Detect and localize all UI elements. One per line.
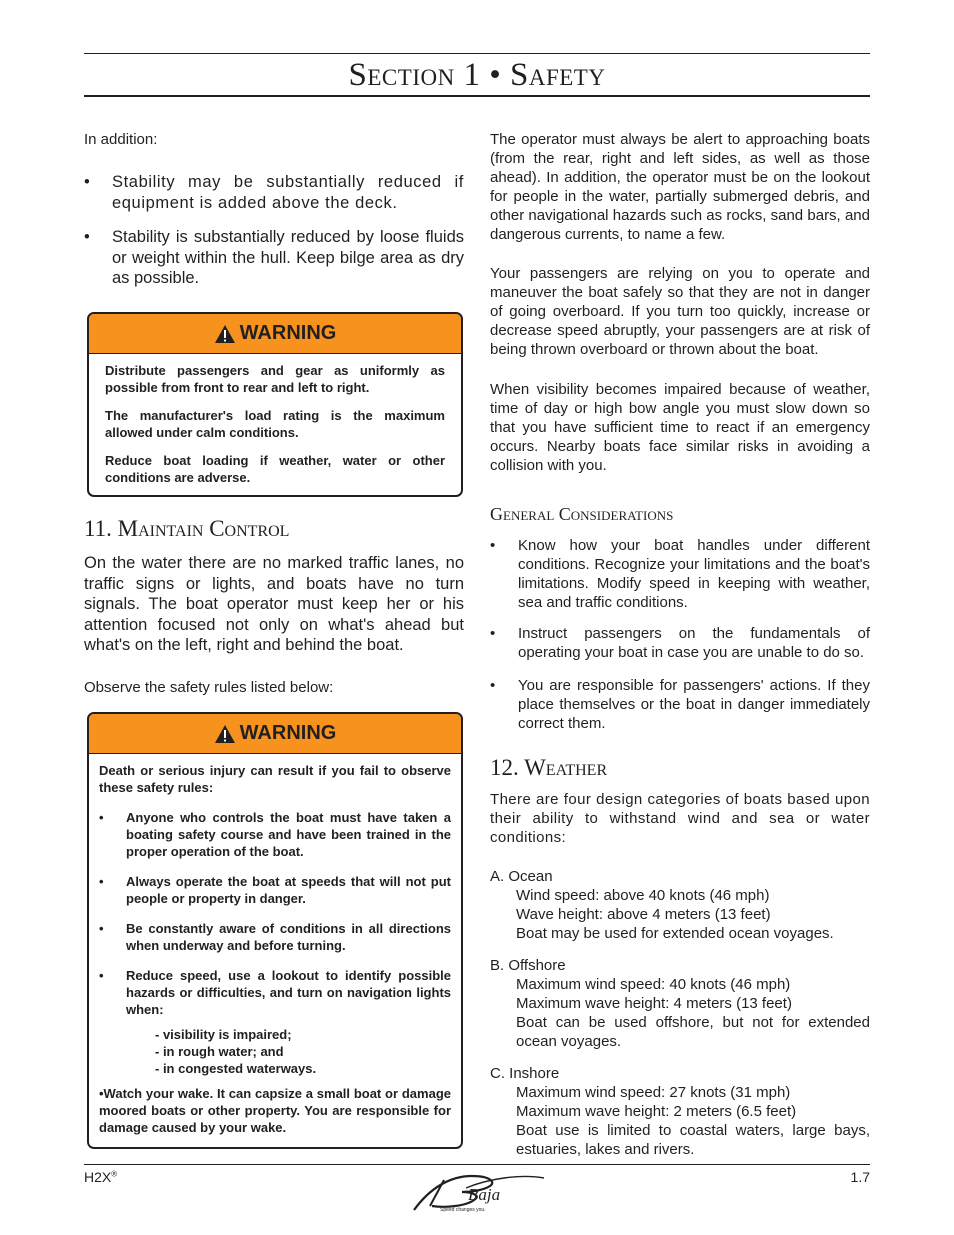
warning-sublist: - visibility is impaired; - in rough water; and - in congested waterways. (155, 1027, 317, 1076)
list-item: • You are responsible for passengers' actions. If they place themselves or the boat in danger immediately correct them. (490, 677, 870, 732)
warning-bullet: • Anyone who controls the boat must have taken a boating safety course and have been trained in the proper operation of the boat. (99, 810, 451, 859)
warning-box-load (87, 312, 463, 497)
warning-bullet: • Reduce speed, use a lookout to identify possible hazards or difficulties, and turn on navigation lights when: (99, 968, 451, 1017)
section-heading-12: 12. Weather (490, 755, 608, 780)
baja-logo (410, 1170, 550, 1214)
category-ocean: A. Ocean Wind speed: above 40 knots (46 mph) Wave height: above 4 meters (13 feet) Boat may be used for extended ocean voyages. (490, 868, 834, 942)
warning-label: WARNING (239, 722, 337, 744)
visibility-text: When visibility becomes impaired because of weather, time of day or high bow angle you must slow down so that you have sufficient time to react if an emergency occurs. Nearby boats face similar risks in avoiding a collision with you. (490, 381, 870, 474)
section-heading-11: 11. Maintain Control (84, 516, 290, 541)
warning-bullet: • Be constantly aware of conditions in all directions when underway and before turning. (99, 921, 451, 953)
warning-box-rules (87, 712, 463, 1149)
passengers-text: Your passengers are relying on you to operate and maneuver the boat safely so that they are not in danger of going overboard. If you turn too quickly, increase or decrease speed abruptly, your passengers are at risk of being thrown overboard or thrown about the boat. (490, 265, 870, 358)
page-title: Section 1 • Safety (348, 57, 606, 93)
list-item: • Stability may be substantially reduced if equipment is added above the deck. (84, 173, 464, 212)
svg-text:Speed changes you.: Speed changes you. (440, 1207, 486, 1213)
warning-header (89, 714, 461, 754)
warning-body: Distribute passengers and gear as uniformly as possible from front to rear and left to right. The manufacturer's load rating is the maximum allowed under calm conditions. Reduce boat loading if weather, water or other conditions are adverse. (105, 363, 445, 485)
footer-model: H2X® (84, 1169, 118, 1185)
general-considerations-heading: General Considerations (490, 504, 674, 524)
category-inshore: C. Inshore Maximum wind speed: 27 knots (31 mph) Maximum wave height: 2 meters (6.5 feet) Boat use is limited to coastal waters, large bays, estuaries, lakes and rivers. (490, 1065, 870, 1158)
svg-text:Baja: Baja (468, 1185, 501, 1204)
warning-triangle-icon (214, 724, 236, 744)
footer-rule (84, 1164, 870, 1165)
list-item: • Know how your boat handles under different conditions. Recognize your limitations and the boat's limitations. Modify speed in keeping with weather, sea and traffic conditions. (490, 537, 870, 611)
wake-text: •Watch your wake. It can capsize a small boat or damage moored boats or other property. You are responsible for damage caused by your wake. (99, 1086, 451, 1135)
page-header (84, 53, 870, 97)
weather-intro: There are four design categories of boats based upon their ability to withstand wind and sea or water conditions: (490, 791, 870, 846)
list-item: • Stability is substantially reduced by loose fluids or weight within the hull. Keep bilge area as dry as possible. (84, 228, 464, 288)
page-number: 1.7 (850, 1169, 870, 1185)
warning-body: Death or serious injury can result if you fail to observe these safety rules: • Anyone who controls the boat must have taken a boating safety course and have been trained in the proper operation of the boat. • Always operate the boat at speeds that will not put people or property in danger. • Be constantly aware of conditions in all directions when underway and before turning. • Reduce speed, use a lookout to identify possible hazards or difficulties, and turn on navigation lights when: - visibility is impaired; - in rough water; and - in congested waterways. •Watch your wake. It can capsize a small boat or damage moored boats or other property. You are responsible for damage caused by your wake. (99, 763, 451, 1135)
warning-triangle-icon (214, 324, 236, 344)
warning-header (89, 314, 461, 354)
section-11-text: On the water there are no marked traffic lanes, no traffic signs or lights, and boats have no turn signals. The boat operator must keep her or his attention focused not only on what's ahead but what's on the left, right and behind the boat. (84, 554, 464, 655)
warning-bullet: • Always operate the boat at speeds that will not put people or property in danger. (99, 874, 451, 906)
warning-label: WARNING (239, 322, 337, 344)
observe-text: Observe the safety rules listed below: (84, 679, 334, 696)
operator-alert-text: The operator must always be alert to approaching boats (from the rear, right and left sides, as well as those ahead). In addition, the operator must be on the lookout for people in the water, partially submerged debris, and other navigational hazards such as rocks, sand bars, and dangerous currents, to name a few. (490, 131, 870, 243)
category-offshore: B. Offshore Maximum wind speed: 40 knots (46 mph) Maximum wave height: 4 meters (13 feet) Boat can be used offshore, but not for extended ocean voyages. (490, 957, 870, 1050)
list-item: • Instruct passengers on the fundamentals of operating your boat in case you are unable to do so. (490, 625, 870, 661)
intro-text: In addition: (84, 131, 158, 148)
